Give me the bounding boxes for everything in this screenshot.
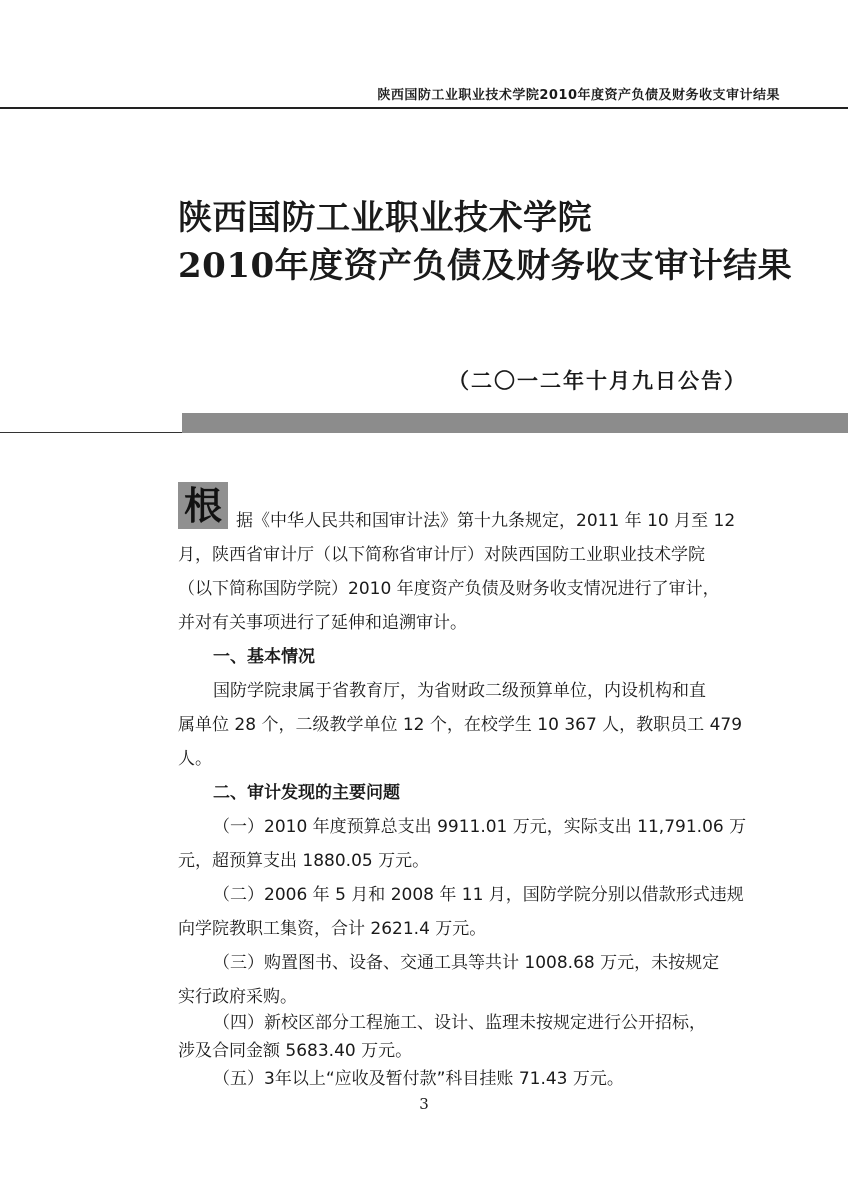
intro-line: （以下简称国防学院）2010 年度资产负债及财务收支情况进行了审计，	[178, 579, 720, 599]
drop-cap: 根	[178, 482, 228, 529]
intro-line: 月，陕西省审计厅（以下简称省审计厅）对陕西国防工业职业技术学院	[178, 545, 705, 565]
issue-line: （四）新校区部分工程施工、设计、监理未按规定进行公开招标，	[213, 1013, 706, 1033]
paragraph-line: 属单位 28 个，二级教学单位 12 个，在校学生 10 367 人，教职员工 479	[178, 715, 743, 735]
divider-line	[0, 432, 182, 433]
document-title-line-2: 2010年度资产负债及财务收支审计结果	[178, 246, 793, 286]
divider-band	[182, 413, 848, 433]
issue-line: 向学院教职工集资，合计 2621.4 万元。	[178, 919, 487, 939]
issue-line: 元，超预算支出 1880.05 万元。	[178, 851, 430, 871]
issue-line: 实行政府采购。	[178, 987, 297, 1007]
document-title-line-1: 陕西国防工业职业技术学院	[178, 198, 592, 238]
section-heading: 一、基本情况	[213, 647, 315, 667]
intro-line: 并对有关事项进行了延伸和追溯审计。	[178, 613, 467, 633]
issue-line: 涉及合同金额 5683.40 万元。	[178, 1041, 413, 1061]
paragraph-line: 国防学院隶属于省教育厅，为省财政二级预算单位，内设机构和直	[213, 681, 706, 701]
issue-line: （五）3年以上“应收及暂付款”科目挂账 71.43 万元。	[213, 1069, 624, 1089]
intro-line: 据《中华人民共和国审计法》第十九条规定，2011 年 10 月至 12	[236, 511, 736, 531]
issue-line: （二）2006 年 5 月和 2008 年 11 月，国防学院分别以借款形式违规	[213, 885, 744, 905]
page-number: 3	[419, 1095, 429, 1113]
issue-line: （三）购置图书、设备、交通工具等共计 1008.68 万元，未按规定	[213, 953, 720, 973]
running-header: 陕西国防工业职业技术学院2010年度资产负债及财务收支审计结果	[377, 88, 780, 103]
issue-line: （一）2010 年度预算总支出 9911.01 万元，实际支出 11,791.06 万	[213, 817, 747, 837]
section-heading: 二、审计发现的主要问题	[213, 783, 400, 803]
paragraph-line: 人。	[178, 749, 212, 769]
announcement-date: （二〇一二年十月九日公告）	[448, 369, 747, 393]
header-rule	[0, 107, 848, 109]
